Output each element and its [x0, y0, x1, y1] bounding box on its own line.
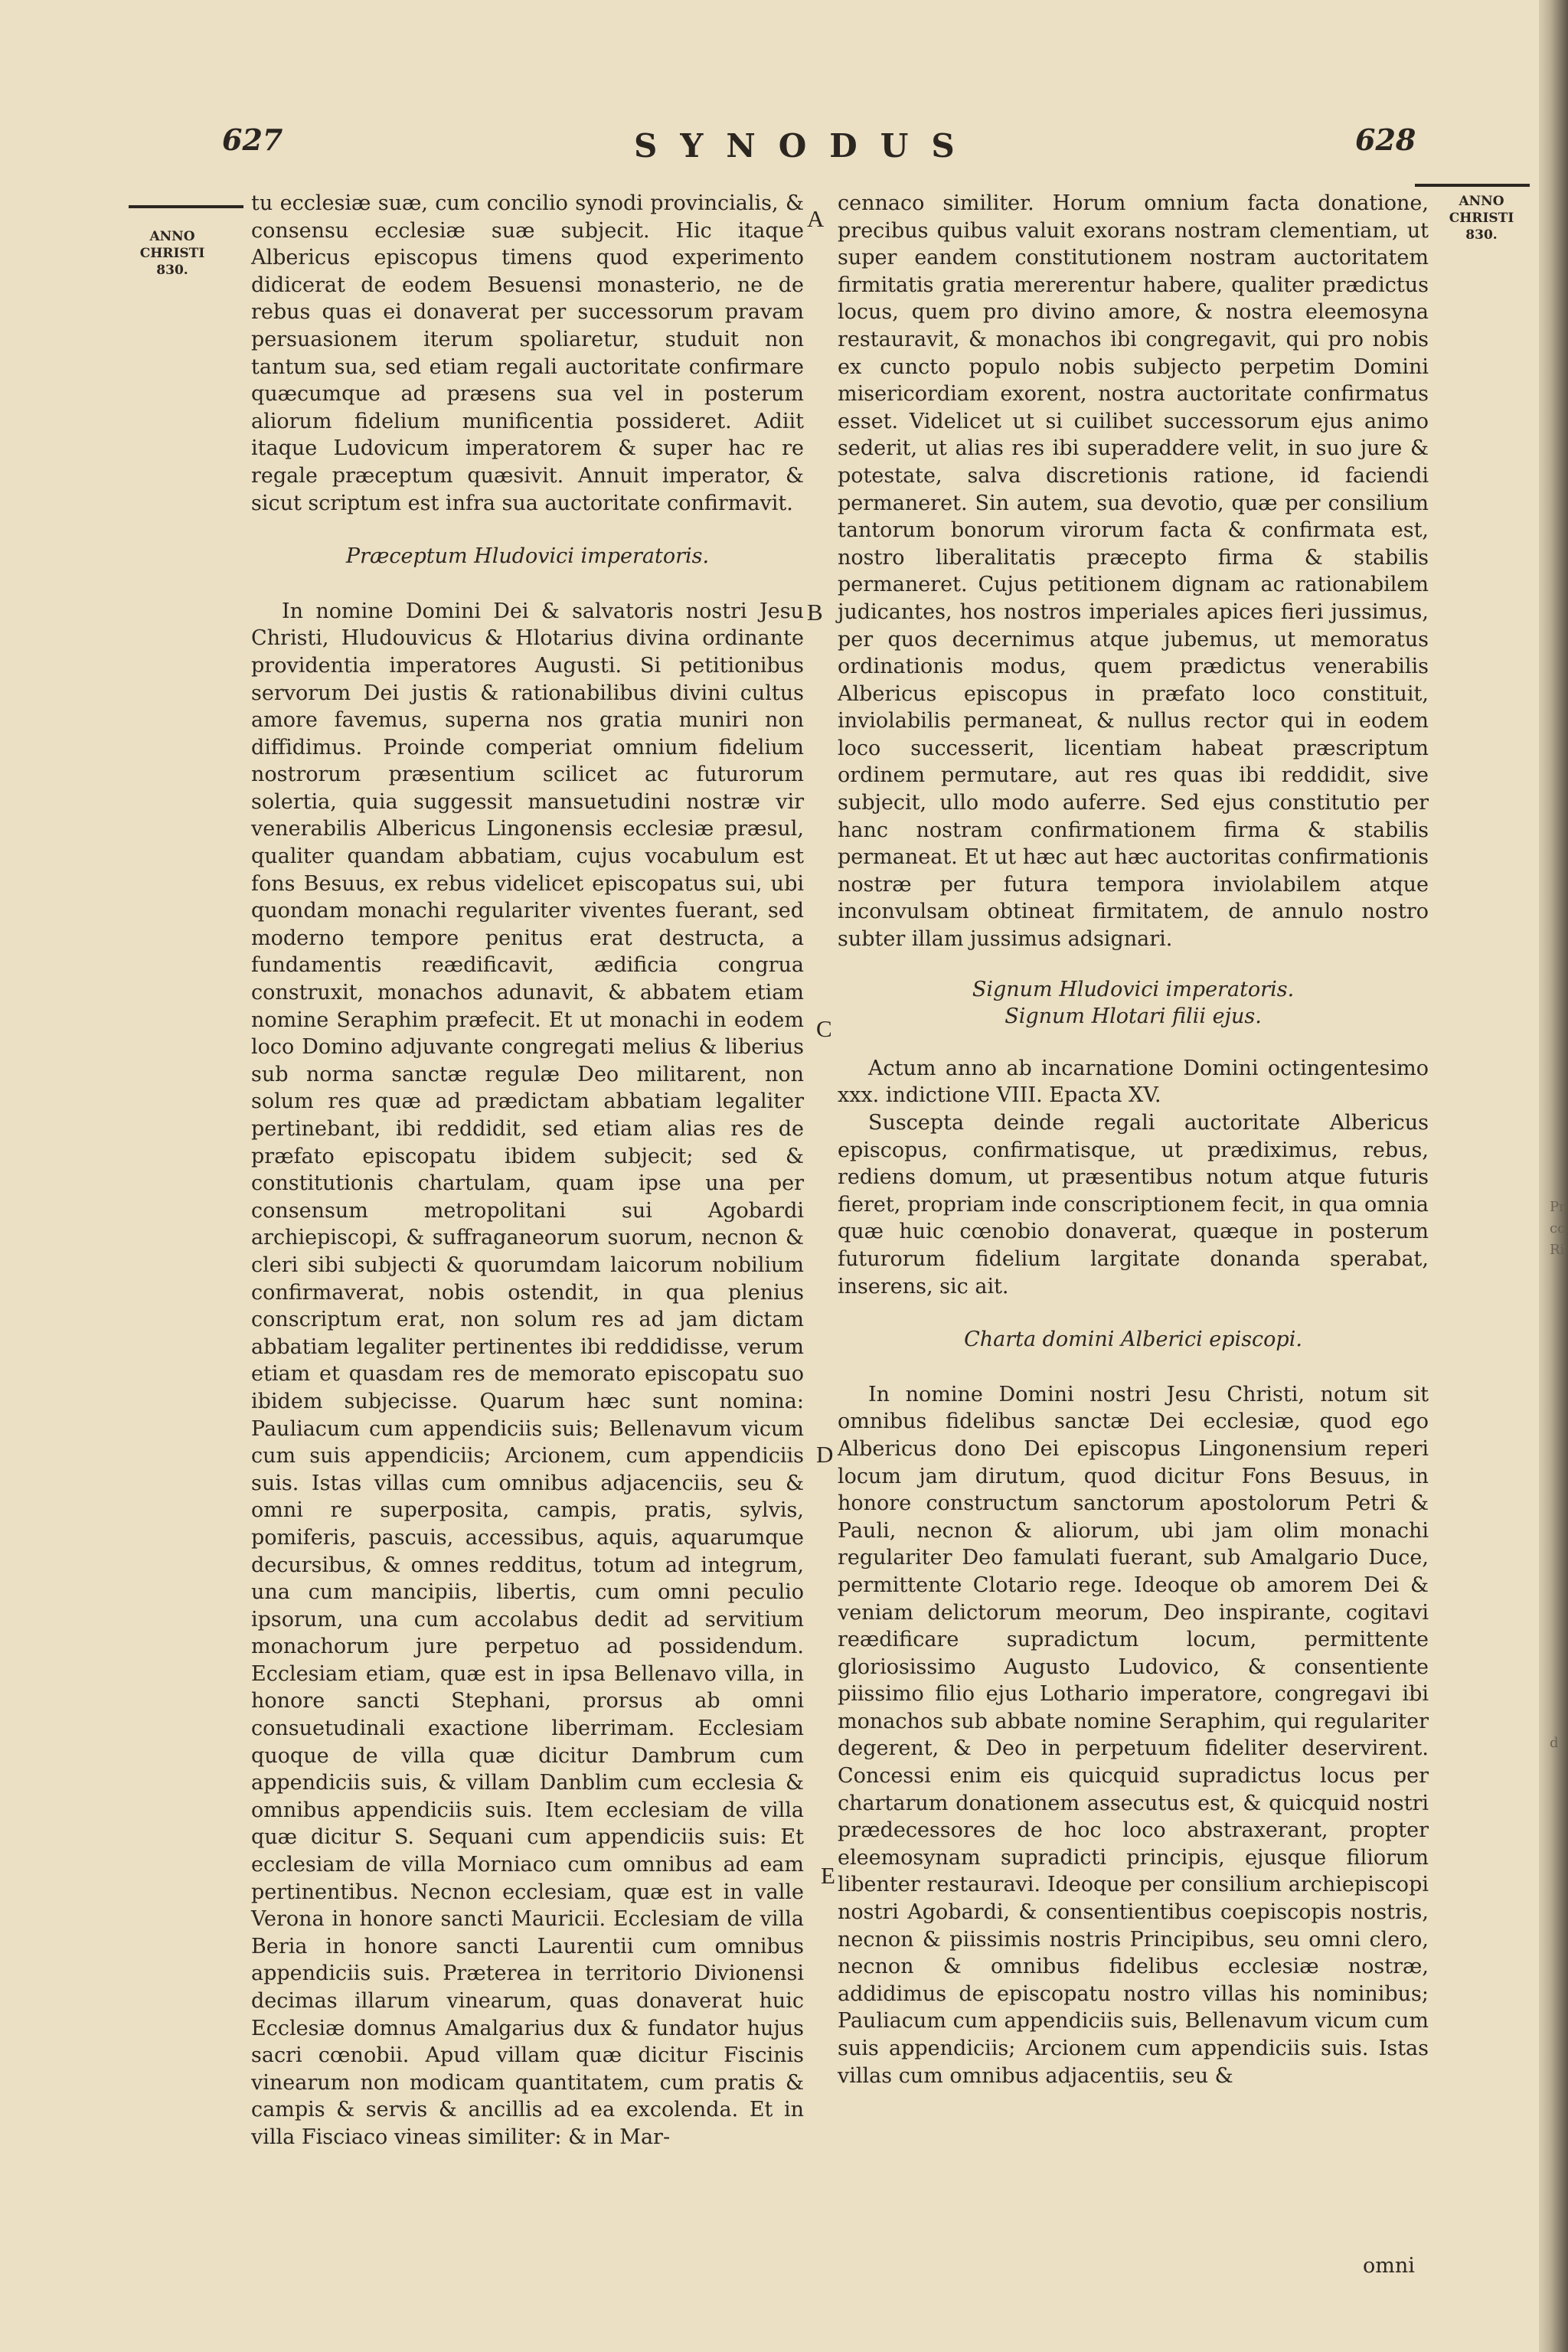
right-column — [838, 190, 1429, 2089]
suscepta-paragraph: Suscepta deinde regali auctoritate Albericus episcopus, confirmatisque, ut prædiximus, rebus, rediens domum, ut præsentibus notum atque futuris fieret, propriam inde conscriptionem fecit, in qua omnia quæ huic cœnobio donaverat, quæque in posterum futurorum fidelium largitate donanda sperabat, inserens, sic ait. — [838, 1111, 1429, 1298]
signum-block — [838, 976, 1429, 1031]
section-letter-a: A — [807, 205, 825, 232]
section-letter-c: C — [816, 1015, 832, 1042]
right-year: 830. — [1465, 227, 1498, 243]
section-letter-d: D — [816, 1441, 834, 1468]
left-year: 830. — [156, 263, 188, 278]
adjacent-page-edge — [1539, 0, 1568, 2352]
signum-hludovici: Signum Hludovici imperatoris. — [972, 977, 1295, 1001]
praeceptum-body: In nomine Domini Dei & salvatoris nostri Jesu Christi, Hludouvicus & Hlotarius divina ordinante providentia imperatores Augusti. Si petitionibus servorum Dei justis & rationabilibus divini cultus amore favemus, superna nos gratia muniri non diffidimus. Proinde comperiat omnium fidelium nostrorum præsentium scilicet ac futurorum solertia, quia suggessit mansuetudini nostræ vir venerabilis Albericus Lingonensis ecclesiæ præsul, qualiter quandam abbatiam, cujus vocabulum est fons Besuus, ex rebus videlicet episcopatus sui, ubi quondam monachi regulariter viventes fuerant, sed moderno tempore penitus erat destructa, a fundamentis reædificavit, ædificia congrua construxit, monachos adunavit, & abbatem etiam nomine Seraphim præfecit. Et ut monachi in eodem loco Domino adjuvante congregati melius & liberius sub norma sanctæ regulæ Deo militarent, non solum res quæ ad prædictam abbatiam legaliter pertinebant, ibi reddidit, sed etiam alias res de præfato episcopatu ibidem subjecit; sed & constitutionis chartulam, quam ipse una per consensum metropolitani sui Agobardi archiepiscopi, & suffraganeorum suorum, necnon & cleri sibi subjecti & quorumdam laicorum nobilium confirmaverat, nobis ostendit, in qua plenius conscriptum erat, non solum res ad jam dictam abbatiam legaliter pertinentes ibi reddidisse, verum etiam et quasdam res de memorato episcopatu suo ibidem subjecisse. Quarum hæc sunt nomina: Pauliacum cum appendiciis suis; Bellenavum vicum cum suis appendiciis; Arcionem, cum appendiciis suis. Istas villas cum omnibus adjacenciis, seu & omni re superposita, campis, pratis, sylvis, pomiferis, pascuis, accessibus, aquis, aquarumque decursibus, & omnes redditus, totum ad integrum, una cum mancipiis, libertis, cum omni peculio ipsorum, una cum accolabus dedit ad servitium monachorum jure perpetuo ad possidendum. Ecclesiam etiam, quæ est in ipsa Bellenavo villa, in honore sancti Stephani, prorsus ab omni consuetudinali exactione liberrimam. Ecclesiam quoque de villa quæ dicitur Dambrum cum appendiciis suis, & villam Danblim cum ecclesia & omnibus appendiciis suis. Item ecclesiam de villa quæ dicitur S. Sequani cum appendiciis suis: Et ecclesiam de villa Morniaco cum omnibus ad eam pertinentibus. Necnon ecclesiam, quæ est in valle Verona in honore sancti Mauricii. Ecclesiam de villa Beria in honore sancti Laurentii cum omnibus appendiciis suis. Præterea in territorio Divionensi decimas illarum vinearum, quas donaverat huic Ecclesiæ domnus Amalgarius dux & fundator hujus sacri cœnobii. Apud villam quæ dicitur Fiscinis vinearum non modicam quantitatem, cum pratis & campis & servis & ancillis ad ea excolenda. Et in villa Fisciaco vineas similiter: & in Mar- — [251, 599, 804, 2149]
charta-title: Charta domini Alberici episcopi. — [964, 1328, 1302, 1352]
signum-hlotari: Signum Hlotari filii ejus. — [1004, 1004, 1262, 1029]
page-number-right: 628 — [1355, 122, 1416, 157]
left-margin-year-note — [126, 228, 218, 279]
right-anno: ANNO — [1459, 194, 1504, 209]
right-intro-paragraph: cennaco similiter. Horum omnium facta donatione, precibus quibus valuit exorans nostram clementiam, ut super eandem constitutionem nostram auctoritatem firmitatis gratia mererentur habere, qualiter prædictus locus, quem pro divino amore, & nostra eleemosyna restauravit, & monachos ibi congregavit, qui pro nobis ex cuncto populo nobis subjecto perpetim Domini misericordiam exorent, nostra auctoritate confirmatus esset. Videlicet ut si cuilibet successorum ejus animo sederit, ut alias res ibi superaddere velit, in suo jure & potestate, salva discretionis ratione, id faciendi permaneret. Sin autem, sua devotio, quæ per consilium tantorum bonorum virorum facta & confirmata est, nostro liberalitatis præcepto firma & stabilis permaneret. Cujus petitionem dignam ac rationabilem judicantes, hos nostros imperiales apices fieri jussimus, per quos decernimus atque jubemus, ut memoratus ordinationis modus, quem prædictus venerabilis Albericus episcopus in præfato loco constituit, inviolabilis permaneat, & nullus rector qui in eodem loco successerit, licentiam habeat præscriptum ordinem permutare, aut res quas ibi reddidit, sive subjecit, ullo modo auferre. Sed ejus constitutio per hanc nostram confirmationem firma & stabilis permaneat. Et ut hæc aut hæc auctoritas confirmationis nostræ per futura tempora inviolabilem atque inconvulsam obtineat firmitatem, de annulo nostro subter illam jussimus adsignari. — [838, 191, 1429, 952]
section-letter-e: E — [821, 1862, 835, 1889]
edge-fragment: cc — [1550, 1220, 1566, 1236]
left-margin-rule — [129, 205, 243, 208]
running-title: SYNODUS — [634, 127, 978, 165]
edge-fragment: Ri — [1550, 1242, 1565, 1258]
left-intro-paragraph: tu ecclesiæ suæ, cum concilio synodi provincialis, & consensu ecclesiæ suæ subjecit. Hic itaque Albericus episcopus timens quod experimento didicerat de eodem Besuensi monasterio, ne de rebus quas ei donaverat per successorum pravam persuasionem iterum spoliaretur, studuit non tantum sua, sed etiam regali auctoritate confirmare quæcumque ad præsens sua vel in posterum aliorum fidelium munificentia possideret. Adiit itaque Ludovicum imperatorem & super hac re regale præceptum quæsivit. Annuit imperator, & sicut scriptum est infra sua auctoritate confirmavit. — [251, 191, 804, 515]
charta-body: In nomine Domini nostri Jesu Christi, notum sit omnibus fidelibus sanctæ Dei ecclesiæ, quod ego Albericus dono Dei episcopus Lingonensium reperi locum jam dirutum, quod dicitur Fons Besuus, in honore constructum sanctorum apostolorum Petri & Pauli, necnon & aliorum, ubi jam olim monachi regulariter Deo famulati fuerant, sub Amalgario Duce, permittente Clotario rege. Ideoque ob amorem Dei & veniam delictorum meorum, Deo inspirante, cogitavi reædificare supradictum locum, permittente gloriosissimo Augusto Ludovico, & consentiente piissimo filio ejus Lothario imperatore, congregavi ibi monachos sub abbate nomine Seraphim, qui regulariter degerent, & Deo in perpetuum fideliter deservirent. Concessi enim eis quicquid supradictus locus per chartarum donationem assecutus est, & quicquid nostri prædecessores de hoc loco abstraxerant, propter eleemosynam supradicti principis, ejusque filiorum libenter restauravi. Ideoque per consilium archiepiscopi nostri Agobardi, & consentientibus coepiscopis nostris, necnon & piissimis nostris Principibus, seu omni clero, necnon & omnibus fidelibus ecclesiæ nostræ, addidimus de episcopatu nostro villas his nominibus; Pauliacum cum appendiciis suis, Bellenavum vicum cum suis appendiciis; Arcionem cum appendiciis suis. Istas villas cum omnibus adjacentiis, seu & — [838, 1382, 1429, 2088]
left-christi: CHRISTI — [139, 246, 205, 261]
praeceptum-title: Præceptum Hludovici imperatoris. — [345, 544, 710, 569]
right-margin-year-note — [1436, 193, 1527, 243]
catchword: omni — [1363, 2254, 1415, 2278]
page-header — [0, 122, 1539, 176]
edge-fragment: Pr — [1550, 1199, 1566, 1215]
right-margin-rule — [1415, 184, 1530, 187]
right-christi: CHRISTI — [1449, 211, 1514, 226]
section-letter-b: B — [807, 599, 823, 626]
page-number-left: 627 — [222, 122, 283, 157]
left-column — [251, 190, 804, 2151]
left-anno: ANNO — [149, 229, 195, 244]
edge-fragment: d — [1550, 1735, 1559, 1751]
actum-paragraph: Actum anno ab incarnatione Domini octingentesimo xxx. indictione VIII. Epacta XV. — [838, 1056, 1429, 1108]
